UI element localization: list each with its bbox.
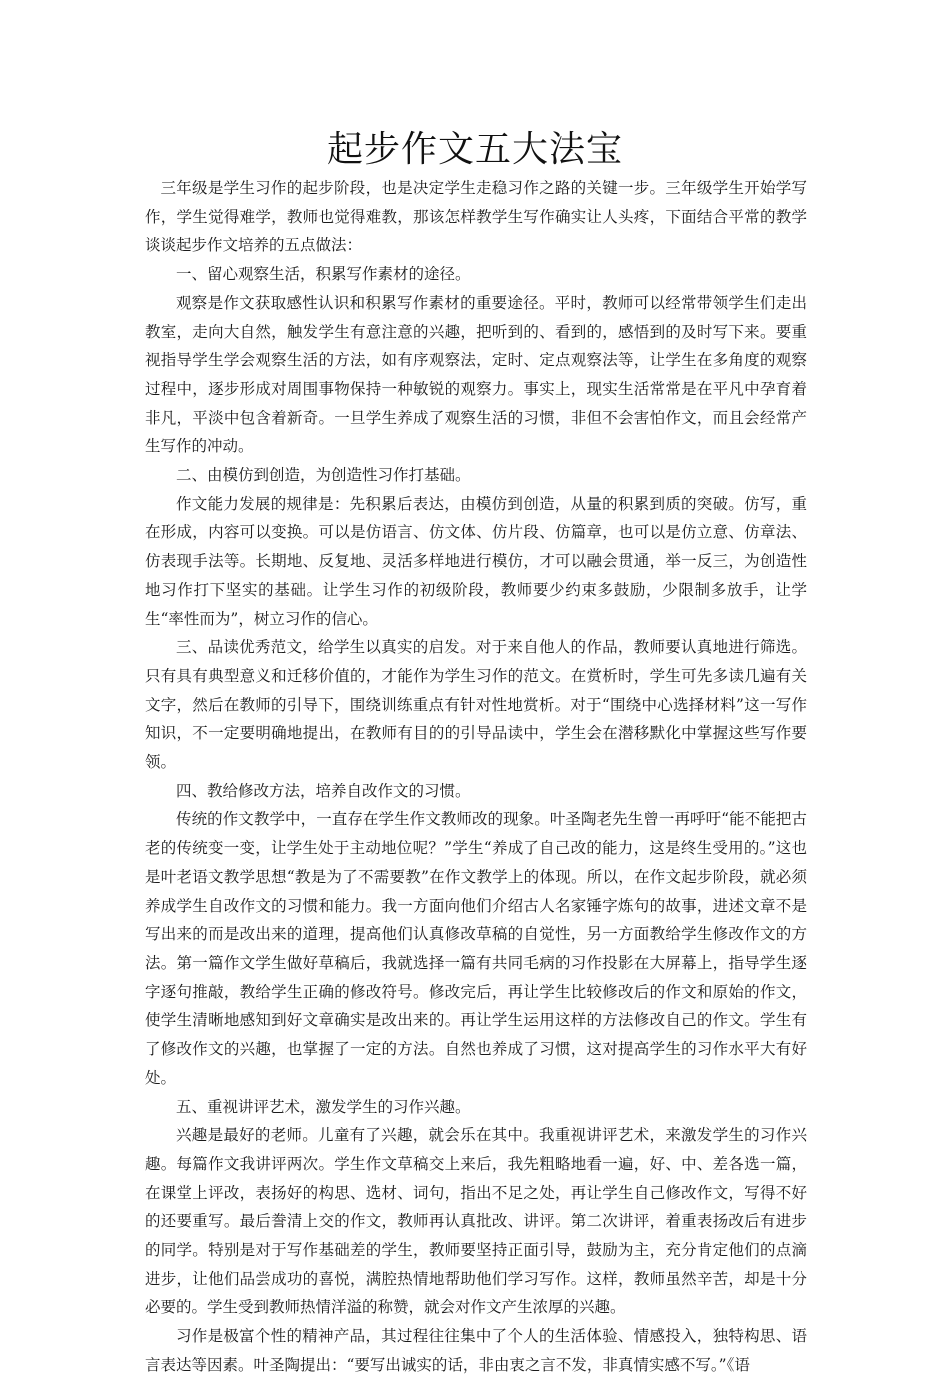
document-title: 起步作文五大法宝 bbox=[326, 129, 623, 170]
section-heading-2: 二、由模仿到创造，为创造性习作打基础。 bbox=[176, 466, 471, 485]
paragraph: 观察是作文获取感性认识和积累写作素材的重要途径。平时，教师可以经常带领学生们走出教室，走向大自然，触发学生有意注意的兴趣，把听到的、看到的，感悟到的及时写下来。要重视指导学生学会观察生活的方法，如有序观察法，定时、定点观察法等，让学生在多角度的观察过程中，逐步形成对周围事物保持一种敏锐的观察力。事实上，现实生活常常是在平凡中孕育着非凡，平淡中包含着新奇。一旦学生养成了观察生活的习惯，非但不会害怕作文，而且会经常产生写作的冲动。 bbox=[145, 293, 807, 456]
section-heading-1: 一、留心观察生活，积累写作素材的途径。 bbox=[176, 265, 471, 284]
paragraph: 传统的作文教学中，一直存在学生作文教师改的现象。叶圣陶老先生曾一再呼吁“能不能把古老的传统变一变，让学生处于主动地位呢？”学生“养成了自己改的能力，这是终生受用的。”这也是叶老语文教学思想“教是为了不需要教”在作文教学上的体现。所以，在作文起步阶段，就必须养成学生自改作文的习惯和能力。我一方面向他们介绍古人名家锤字炼句的故事，进述文章不是写出来的而是改出来的道理，提高他们认真修改草稿的自觉性，另一方面教给学生修改作文的方法。第一篇作文学生做好草稿后，我就选择一篇有共同毛病的习作投影在大屏幕上，指导学生逐字逐句推敲，教给学生正确的修改符号。修改完后，再让学生比较修改后的作文和原始的作文，使学生清晰地感知到好文章确实是改出来的。再让学生运用这样的方法修改自己的作文。学生有了修改作文的兴趣，也掌握了一定的方法。自然也养成了习惯，这对提高学生的习作水平大有好处。 bbox=[145, 810, 807, 1087]
section-heading-4: 四、教给修改方法，培养自改作文的习惯。 bbox=[176, 781, 471, 800]
paragraph: 作文能力发展的规律是：先积累后表达，由模仿到创造，从量的积累到质的突破。仿写，重在形成，内容可以变换。可以是仿语言、仿文体、仿片段、仿篇章，也可以是仿立意、仿章法、仿表现手法等。长期地、反复地、灵活多样地进行模仿，才可以融会贯通，举一反三，为创造性地习作打下坚实的基础。让学生习作的初级阶段，教师要少约束多鼓励，少限制多放手，让学生“率性而为”，树立习作的信心。 bbox=[145, 494, 807, 628]
section-heading-5: 五、重视讲评艺术，激发学生的习作兴趣。 bbox=[176, 1097, 471, 1116]
section-heading-3: 三、品读优秀范文，给学生以真实的启发。对于来自他人的作品，教师要认真地进行筛选。只有具有典型意义和迁移价值的，才能作为学生习作的范文。在赏析时，学生可先多读几遍有关文字，然后在教师的引导下，围绕训练重点有针对性地赏析。对于“围绕中心选择材料”这一写作知识，不一定要明确地提出，在教师有目的的引导品读中，学生会在潜移默化中掌握这些写作要领。 bbox=[145, 638, 807, 772]
document-body bbox=[145, 174, 807, 1380]
paragraph: 兴趣是最好的老师。儿童有了兴趣，就会乐在其中。我重视讲评艺术，来激发学生的习作兴趣。每篇作文我讲评两次。学生作文草稿交上来后，我先粗略地看一遍，好、中、差各选一篇，在课堂上评改，表扬好的构思、选材、词句，指出不足之处，再让学生自己修改作文，写得不好的还要重写。最后誊清上交的作文，教师再认真批改、讲评。第二次讲评，着重表扬改后有进步的同学。特别是对于写作基础差的学生，教师要坚持正面引导，鼓励为主，充分肯定他们的点滴进步，让他们品尝成功的喜悦，满腔热情地帮助他们学习写作。这样，教师虽然辛苦，却是十分必要的。学生受到教师热情洋溢的称赞，就会对作文产生浓厚的兴趣。 bbox=[145, 1126, 807, 1317]
paragraph-intro: 三年级是学生习作的起步阶段，也是决定学生走稳习作之路的关键一步。三年级学生开始学写作，学生觉得难学，教师也觉得难教，那该怎样教学生写作确实让人头疼，下面结合平常的教学谈谈起步作文培养的五点做法： bbox=[145, 179, 807, 255]
paragraph: 习作是极富个性的精神产品，其过程往往集中了个人的生活体验、情感投入，独特构思、语言表达等因素。叶圣陶提出：“要写出诚实的话，非由衷之言不发，非真情实感不写。”《语 bbox=[145, 1327, 807, 1374]
